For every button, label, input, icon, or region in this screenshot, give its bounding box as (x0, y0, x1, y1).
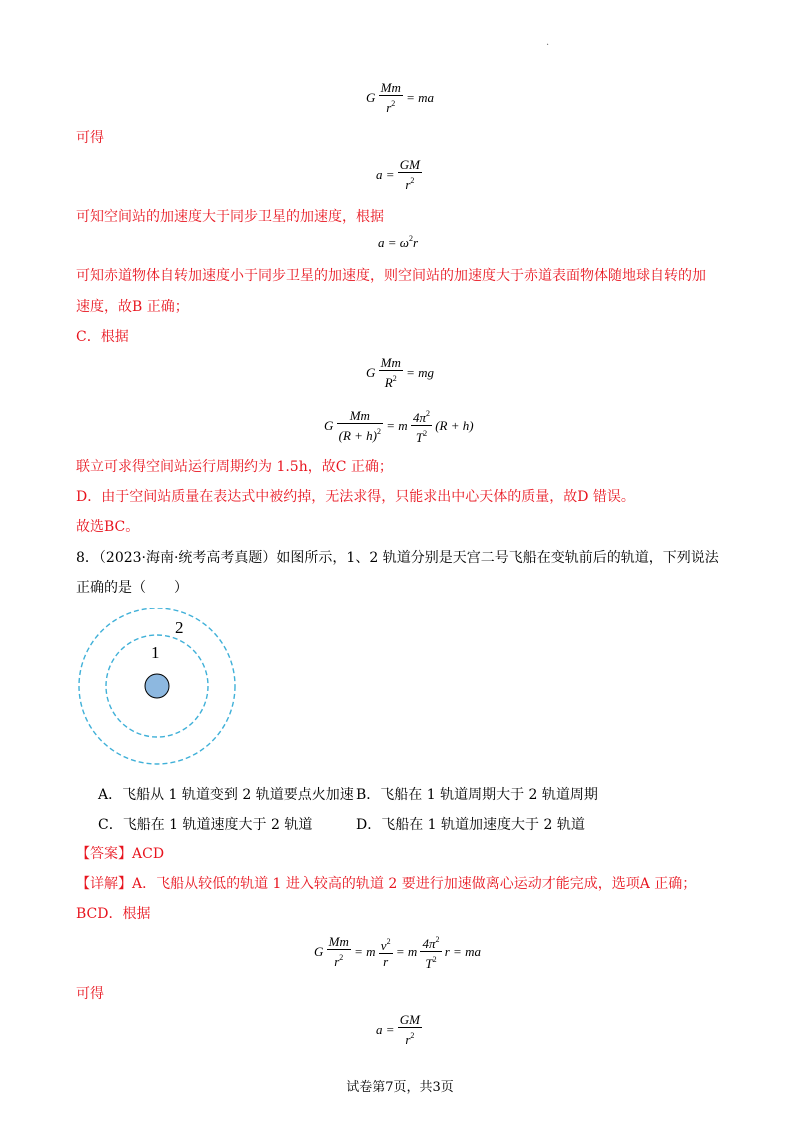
text-equator-line1: 可知赤道物体自转加速度小于同步卫星的加速度，则空间站的加速度大于赤道表面物体随地球自转的加 (76, 268, 706, 284)
option-c: C．飞船在 1 轨道速度大于 2 轨道 (98, 817, 313, 833)
detail-line: 【详解】A．飞船从较低的轨道 1 进入较高的轨道 2 要进行加速做离心运动才能完成，选项A 正确； (76, 876, 697, 892)
orbit-label-2: 2 (175, 618, 184, 637)
question-8-line1: 8．（2023·海南·统考高考真题）如图所示，1、2 轨道分别是天宫二号飞船在变轨前后的轨道，下列说法 (76, 550, 719, 566)
text-bcd: BCD．根据 (76, 906, 151, 922)
text-combine: 联立可求得空间站运行周期约为 1.5h，故C 正确； (76, 459, 393, 475)
formula-a-omega2-r: $a = \omega^2r$ (378, 234, 419, 250)
text-d-line: D．由于空间站质量在表达式中被约掉，无法求得，只能求出中心天体的质量，故D 错误。 (76, 489, 635, 505)
option-b: B．飞船在 1 轨道周期大于 2 轨道周期 (356, 787, 598, 803)
text-equator-line2: 速度，故B 正确； (76, 299, 189, 315)
option-d: D．飞船在 1 轨道加速度大于 2 轨道 (356, 817, 585, 833)
option-a: A．飞船从 1 轨道变到 2 轨道要点火加速 (98, 787, 354, 803)
formula-circular-motion: G $\frac{Mm}{r^2}$ = m $\frac{v^2}{r}$ = m $\frac{4\pi^2}{T^2}$ r = ma (314, 934, 481, 971)
text-station-accel: 可知空间站的加速度大于同步卫星的加速度，根据 (76, 209, 384, 225)
orbit-diagram (74, 608, 240, 768)
formula-a-gm-r2-final: a = $\frac{GM}{r^2}$ (376, 1012, 420, 1047)
corner-mark: · (546, 40, 550, 51)
question-8-line2: 正确的是（ ） (76, 580, 188, 596)
page-footer: 试卷第7页，共3页 (346, 1080, 454, 1095)
text-kede-1: 可得 (76, 130, 104, 146)
formula-a-gm-r2: a = $\frac{GM}{r^2}$ (376, 157, 420, 192)
text-kede-2: 可得 (76, 986, 104, 1002)
text-c-basis: C．根据 (76, 329, 129, 345)
answer-line: 【答案】ACD (76, 846, 165, 862)
formula-gravity-mg: G $\frac{Mm}{R^2}$ = mg (366, 355, 435, 390)
planet (145, 674, 169, 698)
formula-gravity-ma: G $\frac{Mm}{r^2}$ = ma (366, 80, 435, 115)
text-choose: 故选BC。 (76, 519, 140, 535)
orbit-label-1: 1 (151, 643, 160, 662)
formula-period: G $\frac{Mm}{(R + h)^2}$ = m $\frac{4\pi^2}{T^2}$ (R + h) (324, 408, 474, 445)
